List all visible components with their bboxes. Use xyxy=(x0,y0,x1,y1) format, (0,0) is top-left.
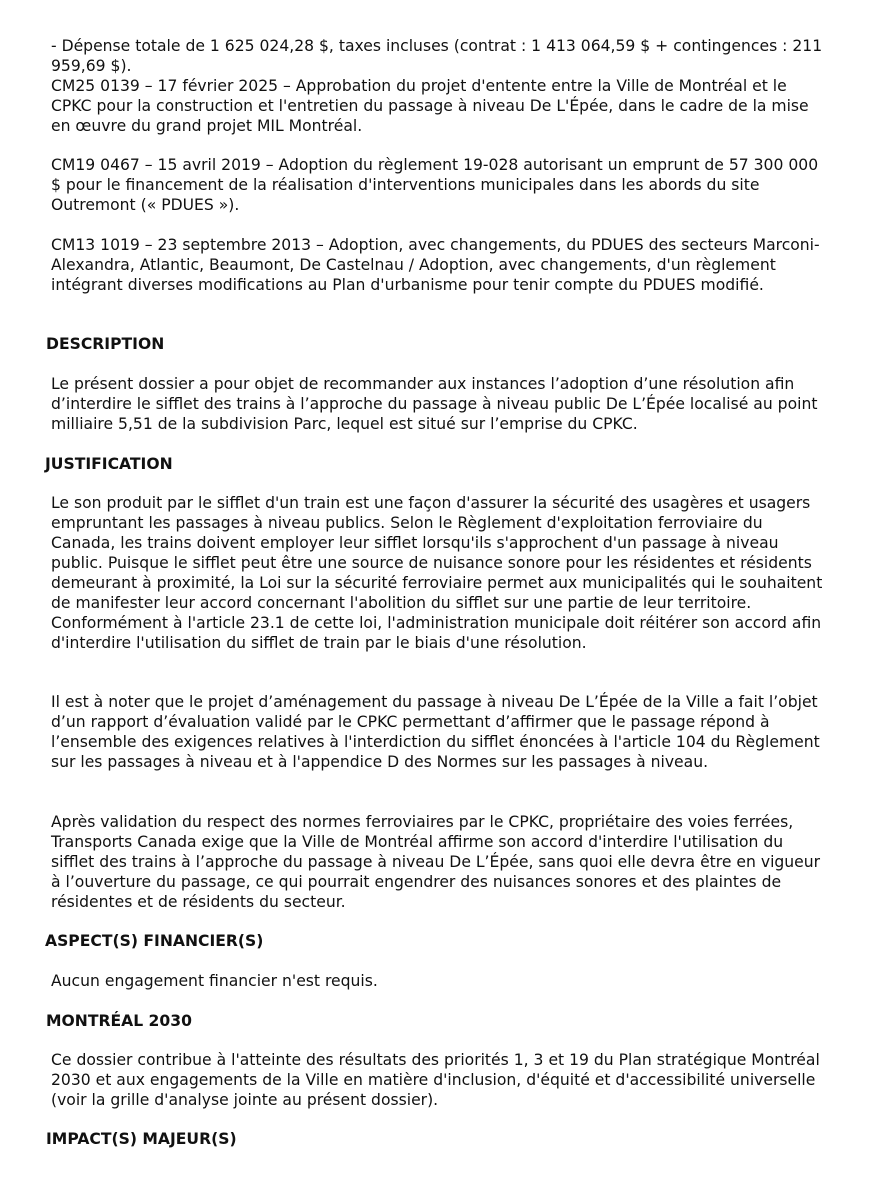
heading-description: DESCRIPTION xyxy=(46,335,165,353)
heading-financial: ASPECT(S) FINANCIER(S) xyxy=(45,932,264,950)
cost-line: - Dépense totale de 1 625 024,28 $, taxes incluses (contrat : 1 413 064,59 $ + contingences : 211 959,69 $). xyxy=(51,37,823,75)
financial-paragraph: Aucun engagement financier n'est requis. xyxy=(51,972,378,990)
justification-paragraph-2: Il est à noter que le projet d’aménagement du passage à niveau De L’Épée de la Ville a fait l’objet d’un rapport d’évaluation validé par le CPKC permettant d’affirmer que le passage répond à l’ensemble des exigences relatives à l'interdiction du sifflet énoncées à l'article 104 du Règlement sur les passages à niveau et à l'appendice D des Normes sur les passages à niveau. xyxy=(51,693,820,771)
decision-cm13-1019: CM13 1019 – 23 septembre 2013 – Adoption, avec changements, du PDUES des secteurs Marconi-Alexandra, Atlantic, Beaumont, De Castelnau / Adoption, avec changements, d'un règlement intégrant diverses modifications au Plan d'urbanisme pour tenir compte du PDUES modifié. xyxy=(51,236,820,294)
decision-cm25-0139: CM25 0139 – 17 février 2025 – Approbation du projet d'entente entre la Ville de Montréal et le CPKC pour la construction et l'entretien du passage à niveau De L'Épée, dans le cadre de la mise en œuvre du grand projet MIL Montréal. xyxy=(51,77,809,135)
montreal-2030-paragraph: Ce dossier contribue à l'atteinte des résultats des priorités 1, 3 et 19 du Plan stratégique Montréal 2030 et aux engagements de la Ville en matière d'inclusion, d'équité et d'accessibilité universelle (voir la grille d'analyse jointe au présent dossier). xyxy=(51,1051,820,1109)
decision-cm19-0467: CM19 0467 – 15 avril 2019 – Adoption du règlement 19-028 autorisant un emprunt de 57 300 000 $ pour le financement de la réalisation d'interventions municipales dans les abords du site Outremont (« PDUES »). xyxy=(51,156,819,214)
heading-impacts: IMPACT(S) MAJEUR(S) xyxy=(46,1130,237,1148)
justification-paragraph-1: Le son produit par le sifflet d'un train est une façon d'assurer la sécurité des usagères et usagers empruntant les passages à niveau publics. Selon le Règlement d'exploitation ferroviaire du Canada, les trains doivent employer leur sifflet lorsqu'ils s'approchent d'un passage à niveau public. Puisque le sifflet peut être une source de nuisance sonore pour les résidentes et résidents demeurant à proximité, la Loi sur la sécurité ferroviaire permet aux municipalités qui le souhaitent de manifester leur accord concernant l'abolition du sifflet sur une partie de leur territoire. Conformément à l'article 23.1 de cette loi, l'administration municipale doit réitérer son accord afin d'interdire l'utilisation du sifflet de train par le biais d'une résolution. xyxy=(51,494,823,652)
heading-justification: JUSTIFICATION xyxy=(45,455,173,473)
description-paragraph: Le présent dossier a pour objet de recommander aux instances l’adoption d’une résolution afin d’interdire le sifflet des trains à l’approche du passage à niveau public De L’Épée localisé au point milliaire 5,51 de la subdivision Parc, lequel est situé sur l’emprise du CPKC. xyxy=(51,375,818,433)
heading-montreal-2030: MONTRÉAL 2030 xyxy=(46,1012,192,1030)
justification-paragraph-3: Après validation du respect des normes ferroviaires par le CPKC, propriétaire des voies ferrées, Transports Canada exige que la Ville de Montréal affirme son accord d'interdire l'utilisation du sifflet des trains à l’approche du passage à niveau De L’Épée, sans quoi elle devra être en vigueur à l’ouverture du passage, ce qui pourrait engendrer des nuisances sonores et des plaintes de résidentes et de résidents du secteur. xyxy=(51,813,821,911)
